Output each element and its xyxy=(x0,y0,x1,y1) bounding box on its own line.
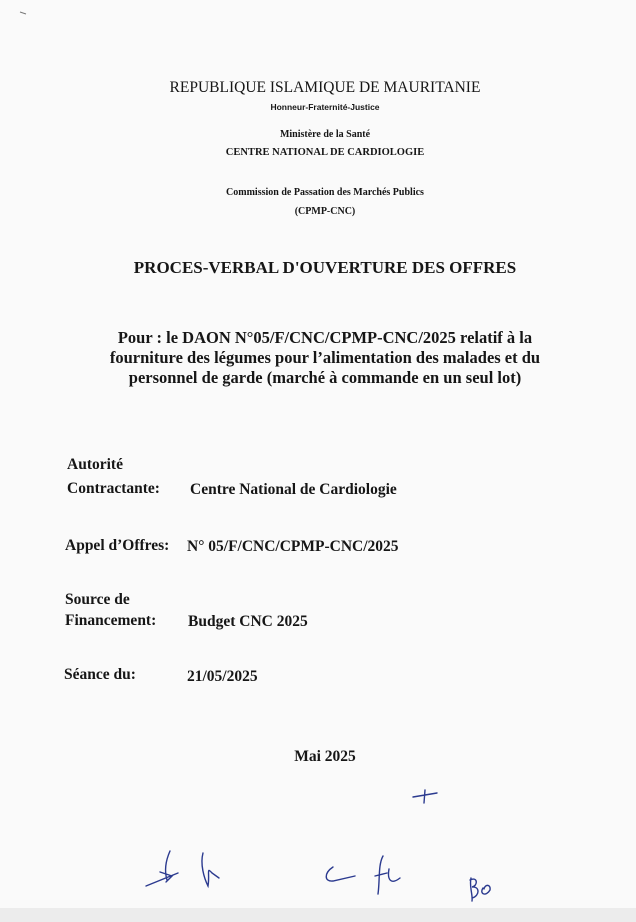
document-date: Mai 2025 xyxy=(294,748,356,765)
subject-line: Pour : le DAON N°05/F/CNC/CPMP-CNC/2025 relatif à la xyxy=(117,328,533,347)
funding-value: Budget CNC 2025 xyxy=(188,613,308,630)
session-label: Séance du: xyxy=(64,666,136,683)
signature-initials xyxy=(146,851,178,886)
ministry: Ministère de la Santé xyxy=(279,129,371,140)
commission: Commission de Passation des Marchés Publics xyxy=(226,187,424,198)
signature-initials xyxy=(470,878,490,901)
signature-initials xyxy=(375,856,400,894)
commission-abbr: (CPMP-CNC) xyxy=(294,206,356,217)
funding-label: Source de xyxy=(65,591,130,608)
document-title: PROCES-VERBAL D'OUVERTURE DES OFFRES xyxy=(133,258,517,277)
tender-value: N° 05/F/CNC/CPMP-CNC/2025 xyxy=(187,538,399,555)
institution: CENTRE NATIONAL DE CARDIOLOGIE xyxy=(225,147,425,158)
signature-initials xyxy=(326,867,355,881)
initial-mark xyxy=(413,790,437,803)
signature-initials xyxy=(202,853,219,886)
tender-label: Appel d’Offres: xyxy=(65,537,170,554)
session-value: 21/05/2025 xyxy=(187,668,258,685)
scan-speck xyxy=(20,12,26,14)
subject-line: fourniture des légumes pour l’alimentation des malades et du xyxy=(109,348,541,367)
funding-label: Financement: xyxy=(65,612,157,629)
subject-line: personnel de garde (marché à commande en un seul lot) xyxy=(128,368,522,387)
motto: Honneur-Fraternité-Justice xyxy=(270,102,380,112)
authority-label: Contractante: xyxy=(67,480,160,497)
country-heading: REPUBLIQUE ISLAMIQUE DE MAURITANIE xyxy=(169,79,481,96)
authority-label: Autorité xyxy=(67,456,123,473)
authority-value: Centre National de Cardiologie xyxy=(190,481,397,498)
